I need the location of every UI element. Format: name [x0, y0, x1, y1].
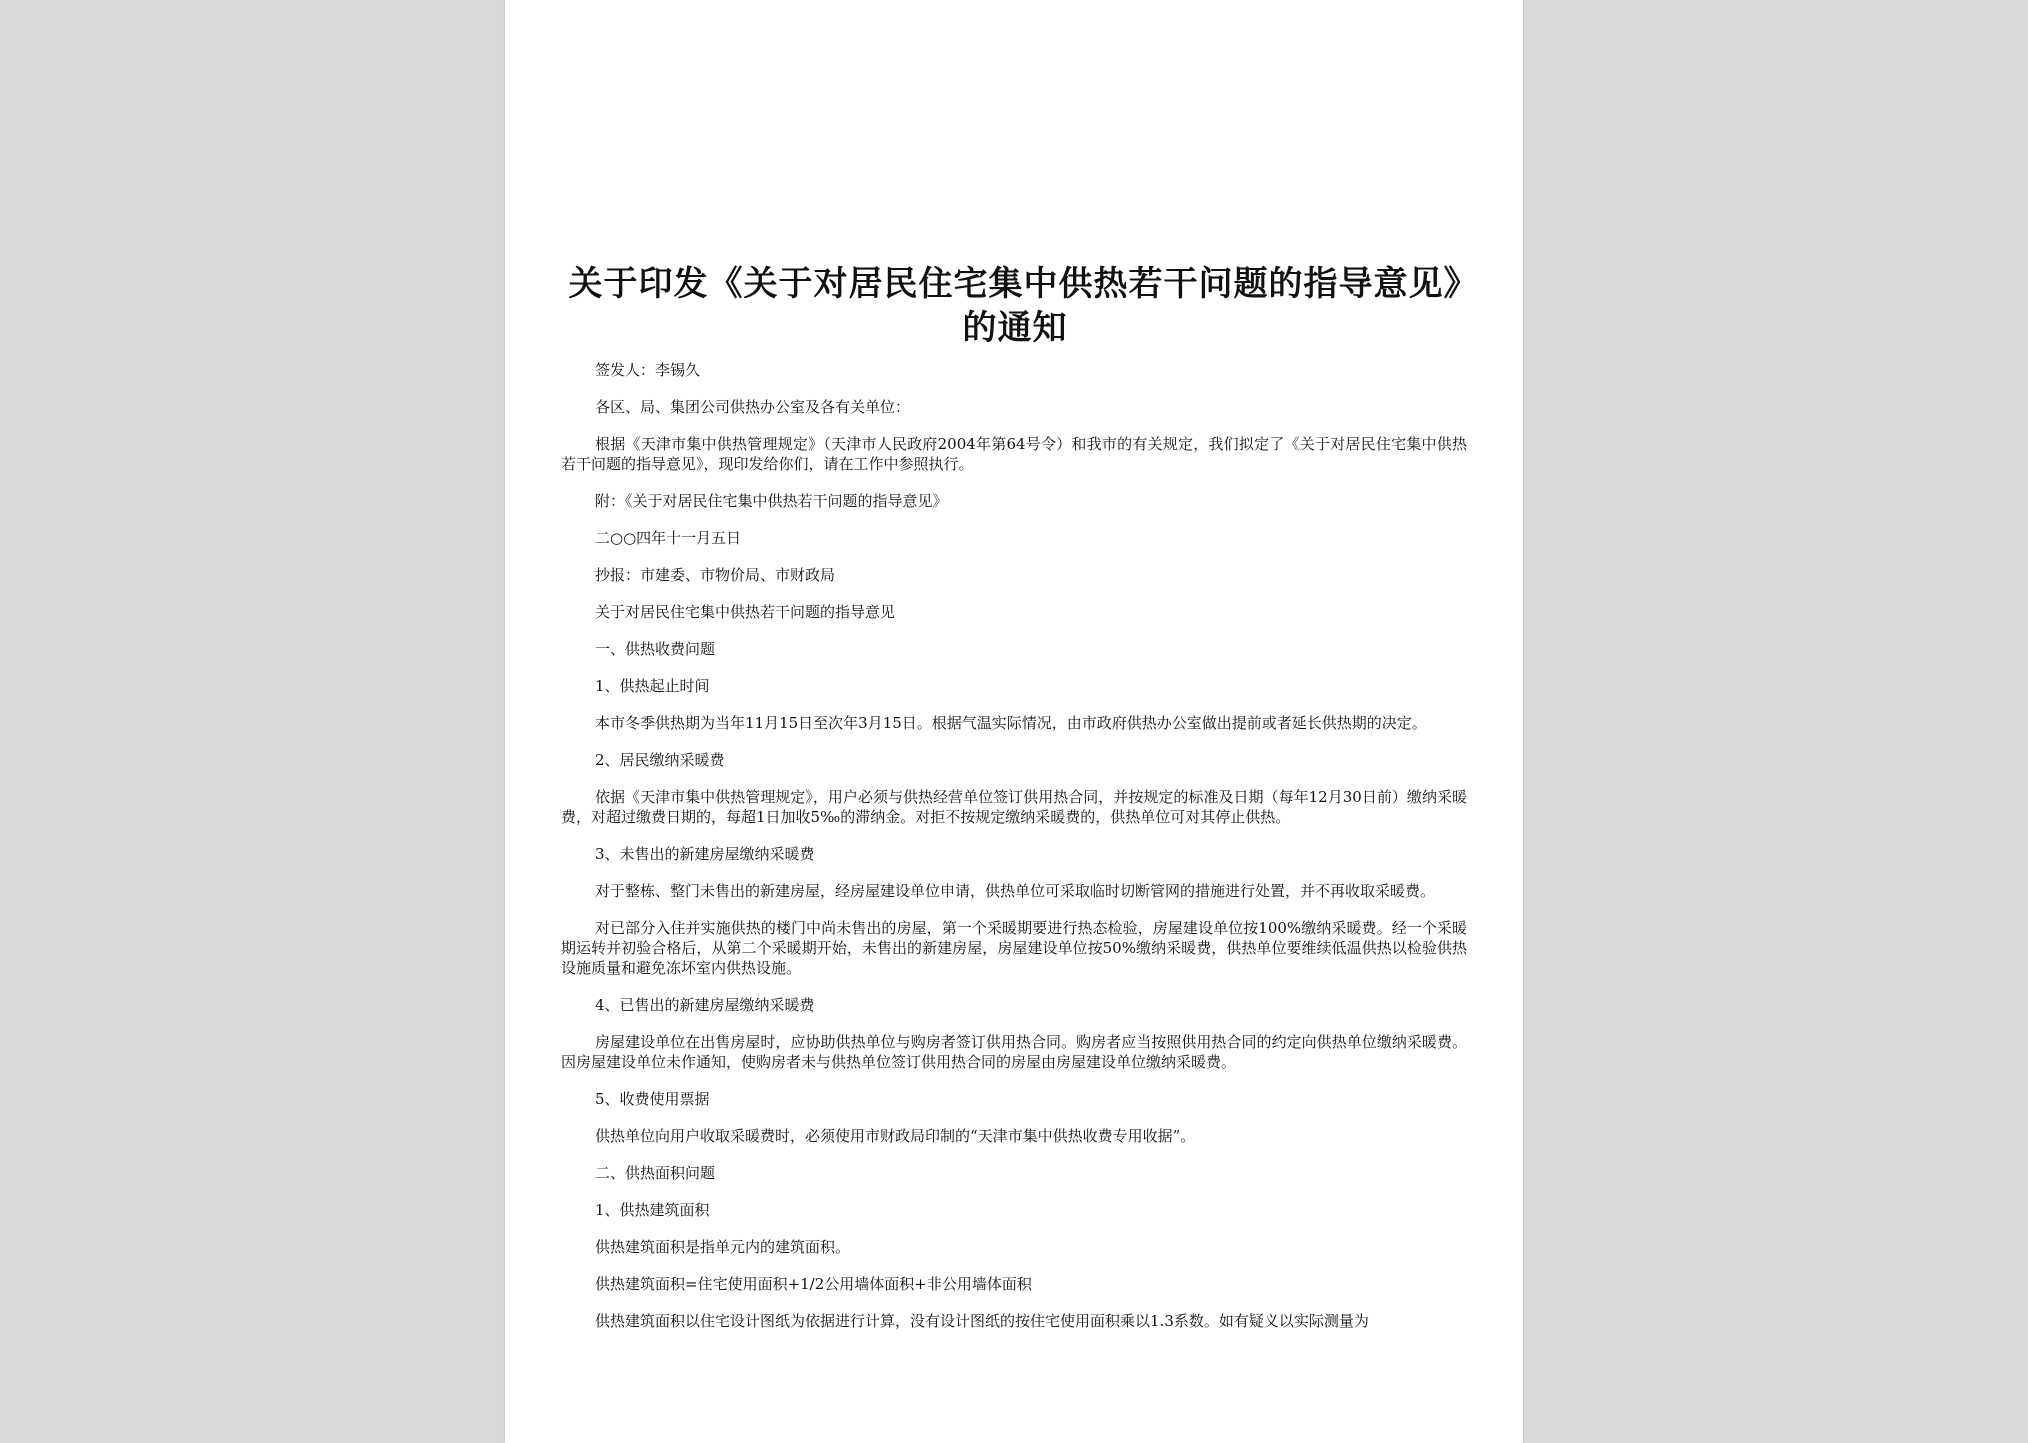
subsection-heading: 5、收费使用票据: [595, 1090, 710, 1108]
recipient-line: 各区、局、集团公司供热办公室及各有关单位：: [595, 398, 911, 416]
cc-line: 抄报：市建委、市物价局、市财政局: [595, 566, 836, 584]
paragraph: 供热建筑面积是指单元内的建筑面积。: [595, 1238, 851, 1256]
attachment-title: 关于对居民住宅集中供热若干问题的指导意见: [595, 603, 896, 621]
document-page: [505, 0, 1523, 1443]
subsection-heading: 1、供热建筑面积: [595, 1201, 710, 1219]
paragraph: 供热单位向用户收取采暖费时，必须使用市财政局印制的“天津市集中供热收费专用收据”。: [595, 1127, 1196, 1145]
paragraph: 房屋建设单位在出售房屋时，应协助供热单位与购房者签订供用热合同。购房者应当按照供用热合同的约定向供热单位缴纳采暖费。因房屋建设单位未作通知，使购房者未与供热单位签订供用热合同的房屋由房屋建设单位缴纳采暖费。: [561, 1033, 1467, 1071]
formula-line: 供热建筑面积=住宅使用面积+1/2公用墙体面积+非公用墙体面积: [595, 1275, 1032, 1293]
subsection-heading: 4、已售出的新建房屋缴纳采暖费: [595, 996, 815, 1014]
document-body: [561, 360, 1467, 1348]
document-title: 关于印发《关于对居民住宅集中供热若干问题的指导意见》的通知: [568, 264, 1462, 348]
section-heading: 二、供热面积问题: [595, 1164, 716, 1182]
paragraph: 依据《天津市集中供热管理规定》，用户必须与供热经营单位签订供用热合同，并按规定的标准及日期（每年12月30日前）缴纳采暖费，对超过缴费日期的，每超1日加收5‰的滞纳金。对拒不按规定缴纳采暖费的，供热单位可对其停止供热。: [561, 788, 1467, 826]
intro-paragraph: 根据《天津市集中供热管理规定》（天津市人民政府2004年第64号令）和我市的有关规定，我们拟定了《关于对居民住宅集中供热若干问题的指导意见》，现印发给你们，请在工作中参照执行。: [561, 435, 1467, 473]
paragraph: 对已部分入住并实施供热的楼门中尚未售出的房屋，第一个采暖期要进行热态检验，房屋建设单位按100%缴纳采暖费。经一个采暖期运转并初验合格后，从第二个采暖期开始，未售出的新建房屋，房屋建设单位按50%缴纳采暖费，供热单位要维续低温供热以检验供热设施质量和避免冻坏室内供热设施。: [561, 919, 1467, 977]
subsection-heading: 2、居民缴纳采暖费: [595, 751, 725, 769]
subsection-heading: 1、供热起止时间: [595, 677, 710, 695]
paragraph: 供热建筑面积以住宅设计图纸为依据进行计算，没有设计图纸的按住宅使用面积乘以1.3系数。如有疑义以实际测量为: [595, 1312, 1369, 1330]
attachment-line: 附：《关于对居民住宅集中供热若干问题的指导意见》: [595, 492, 948, 510]
date-line: 二○○四年十一月五日: [595, 529, 742, 547]
paragraph: 本市冬季供热期为当年11月15日至次年3月15日。根据气温实际情况，由市政府供热办公室做出提前或者延长供热期的决定。: [595, 714, 1427, 732]
signer-line: 签发人：李锡久: [595, 361, 701, 379]
paragraph: 对于整栋、整门未售出的新建房屋，经房屋建设单位申请，供热单位可采取临时切断管网的措施进行处置，并不再收取采暖费。: [595, 882, 1436, 900]
section-heading: 一、供热收费问题: [595, 640, 716, 658]
subsection-heading: 3、未售出的新建房屋缴纳采暖费: [595, 845, 815, 863]
